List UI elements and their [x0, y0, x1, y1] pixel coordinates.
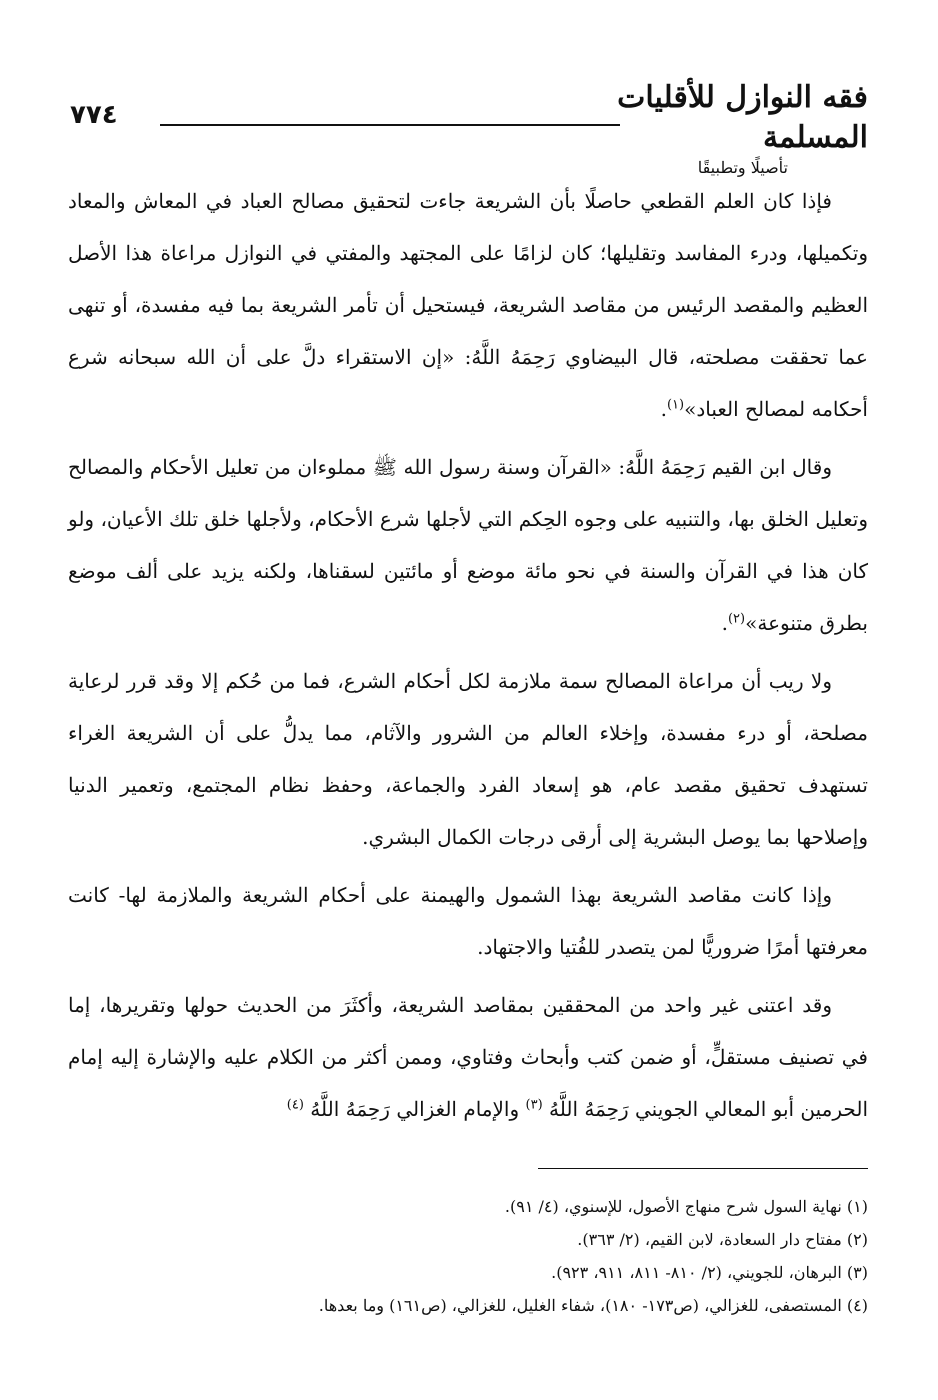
footnote: (٤) المستصفى، للغزالي، (ص١٧٣- ١٨٠)، شفاء الغليل، للغزالي، (ص١٦١) وما بعدها. [318, 1296, 868, 1315]
paragraph-text: وقد اعتنى غير واحد من المحققين بمقاصد الشريعة، وأكثَرَ من الحديث حولها وتقريرها، إما في تصنيف مستقلٍّ، أو ضمن كتب وأبحاث وفتاوي، وممن أكثر من الكلام عليه والإشارة إليه إمام الحرمين أبو المعالي الجويني رَحِمَهُ اللَّهُ [68, 993, 868, 1121]
paragraph-text: وإذا كانت مقاصد الشريعة بهذا الشمول والهيمنة على أحكام الشريعة والملازمة لها- كانت معرفتها أمرًا ضروريًّا لمن يتصدر للفُتيا والاجتهاد. [68, 883, 868, 959]
footnotes [68, 1190, 868, 1322]
footnote: (٢) مفتاح دار السعادة، لابن القيم، (٢/ ٣٦٣). [577, 1230, 868, 1249]
book-title-logo [548, 78, 868, 177]
body-text [68, 175, 868, 1141]
paragraph [68, 441, 868, 649]
footnote-ref: (٣) [525, 1097, 543, 1113]
footnote-ref: (١) [666, 397, 685, 413]
footnote-ref: (٢) [727, 611, 746, 627]
page-number: ٧٧٤ [70, 100, 118, 130]
paragraph-text: وقال ابن القيم رَحِمَهُ اللَّهُ: «القرآن وسنة رسول الله ﷺ مملوءان من تعليل الأحكام والمصالح وتعليل الخلق بها، والتنبيه على وجوه الحِكم التي لأجلها شرع الأحكام، ولأجلها خلق تلك الأعيان، ولو كان هذا في القرآن والسنة في نحو مائة موضع أو مائتين لسقناها، ولكنه يزيد على ألف موضع بطرق متنوعة» [68, 455, 868, 635]
paragraph [68, 869, 868, 973]
paragraph-tail: والإمام الغزالي رَحِمَهُ اللَّهُ [310, 1097, 526, 1121]
paragraph-text: ولا ريب أن مراعاة المصالح سمة ملازمة لكل أحكام الشرع، فما من حُكم إلا وقد قرر لرعاية مصلحة، أو درء مفسدة، وإخلاء العالم من الشرور والآثام، مما يدلُّ على أن الشريعة الغراء تستهدف تحقيق مقصد عام، هو إسعاد الفرد والجماعة، وحفظ نظام المجتمع، وتعمير الدنيا وإصلاحها بما يوصل البشرية إلى أرقى درجات الكمال البشري. [68, 669, 868, 849]
book-subtitle: تأصيلًا وتطبيقًا [697, 158, 788, 177]
book-title: فقه النوازل للأقليات المسلمة [617, 80, 868, 155]
footnote: (١) نهاية السول شرح منهاج الأصول، للإسنوي، (٤/ ٩١). [504, 1197, 868, 1216]
paragraph [68, 175, 868, 435]
page-header [70, 78, 868, 177]
paragraph [68, 655, 868, 863]
paragraph-text: فإذا كان العلم القطعي حاصلًا بأن الشريعة جاءت لتحقيق مصالح العباد في المعاش والمعاد وتكميلها، ودرء المفاسد وتقليلها؛ كان لزامًا على المجتهد والمفتي في النوازل مراعاة هذا الأصل العظيم والمقصد الرئيس من مقاصد الشريعة، فيستحيل أن تأمر الشريعة بما فيه مفسدة، أو تنهى عما تحققت مصلحته، قال البيضاوي رَحِمَهُ اللَّهُ: «إن الاستقراء دلَّ على أن الله سبحانه شرع أحكامه لمصالح العباد» [68, 189, 868, 421]
footnote-separator [538, 1168, 868, 1169]
footnote: (٣) البرهان، للجويني، (٢/ ٨١٠- ٨١١، ٩١١، ٩٢٣). [551, 1263, 868, 1282]
paragraph [68, 979, 868, 1135]
paragraph-tail: . [721, 611, 728, 635]
paragraph-tail: . [660, 397, 667, 421]
footnote-ref: (٤) [286, 1097, 304, 1113]
